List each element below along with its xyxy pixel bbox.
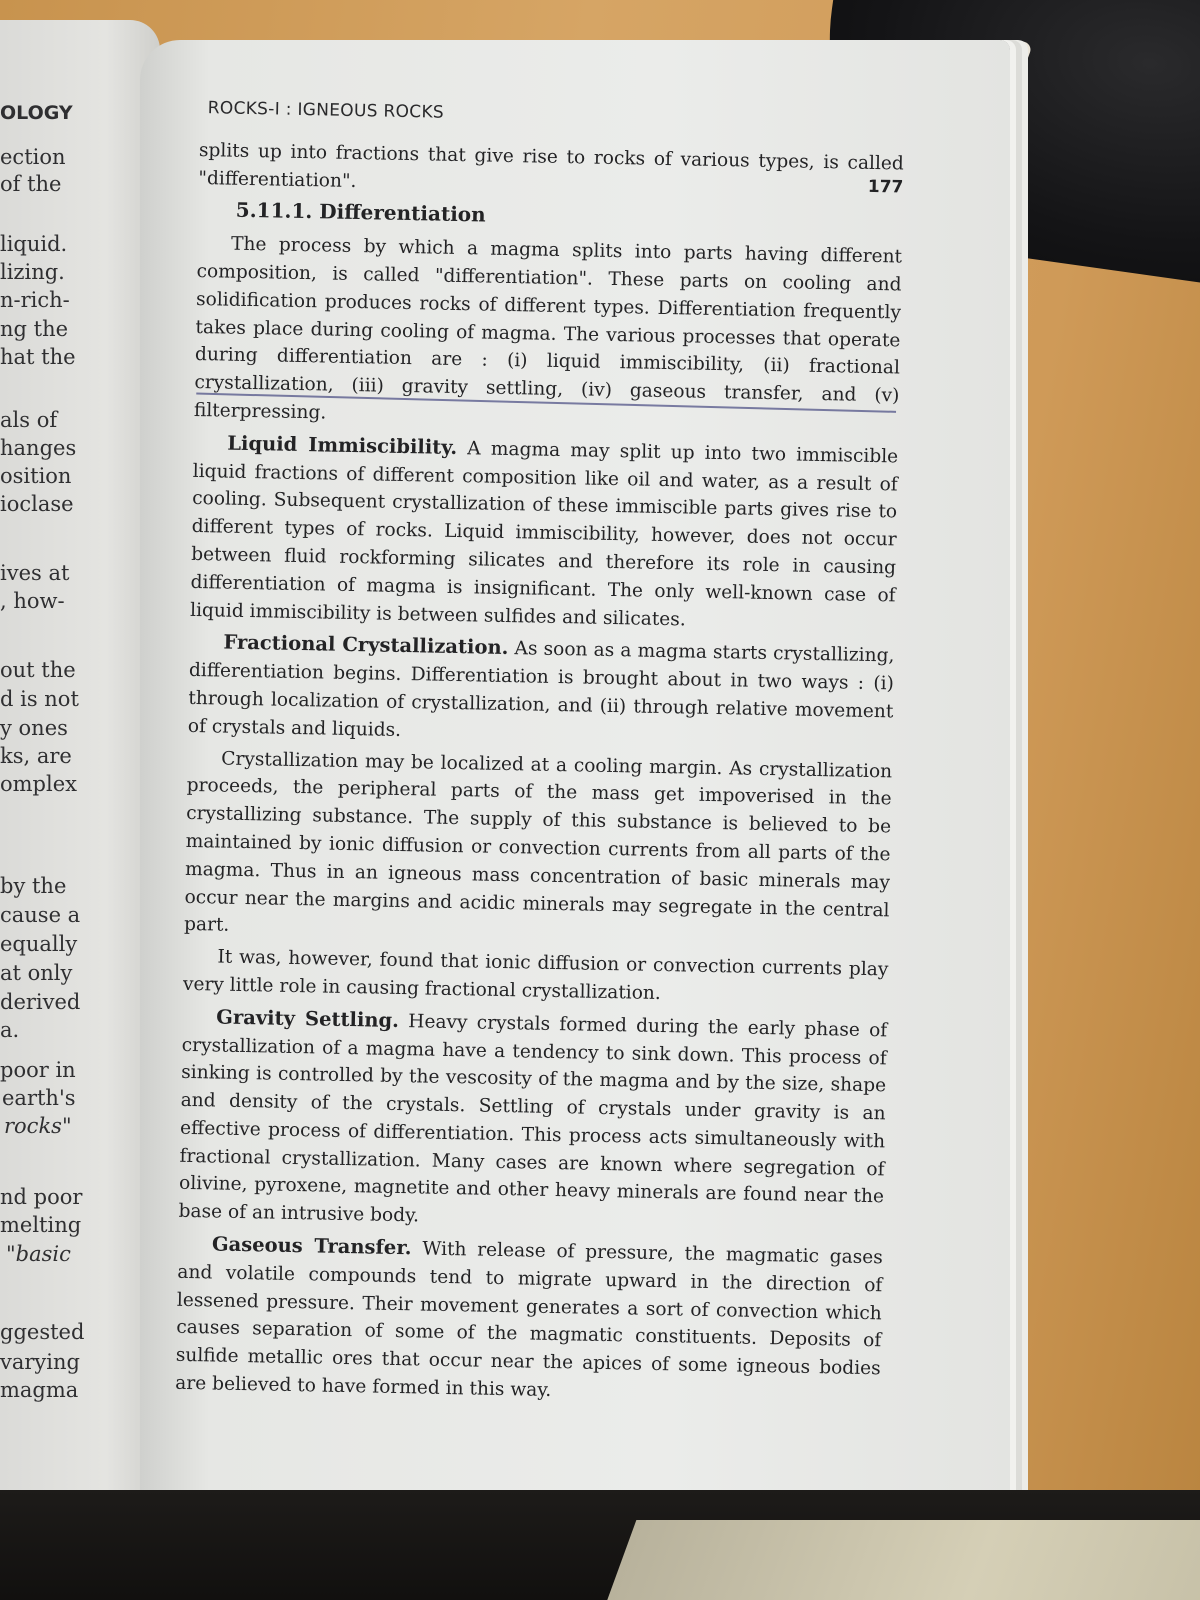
page-body [174,95,905,1468]
left-line: hat the [0,345,76,369]
left-line: ggested [0,1320,85,1344]
left-line: derived [0,990,81,1014]
left-line: poor in [0,1058,76,1082]
left-line: ives at [0,561,70,585]
liquid-immiscibility-paragraph [190,429,899,638]
left-line: ioclase [0,492,74,516]
left-line: equally [0,932,78,956]
left-line: a. [0,1018,20,1042]
gaseous-transfer-paragraph [175,1230,883,1411]
left-line: ection [0,145,66,169]
gaseous-transfer-text: With release of pressure, the magmatic gases and volatile compounds tend to migrate upward in the direction of lessened pressure. Their movement generates a sort of convection which causes separation of some of the magmatic constituents. Deposits of sulfide metallic ores that occur near the apices of some igneous bodies are believed to have formed in this way. [175,1238,883,1402]
left-line: d is not [0,687,79,711]
gravity-settling-paragraph [178,1003,887,1240]
left-line: melting [0,1213,82,1237]
left-line: y ones [0,716,68,740]
left-line: nd poor [0,1185,83,1209]
fractional-crystallization-paragraph [188,628,895,754]
left-line: lizing. [0,260,65,284]
fractional-crystallization-text: As soon as a magma starts crystallizing, differentiation begins. Differentiation is brought about in two ways : (i) through localization of crystallization, and (ii) through relative movement of crystals and liquids. [187,638,895,741]
left-line: liquid. [0,232,68,256]
intro-paragraph: splits up into fractions that give rise to rocks of various types, is called "differentiation". [198,139,905,192]
left-line: varying [0,1350,80,1374]
left-line: cause a [0,903,81,927]
left-line: als of [0,408,58,432]
liquid-immiscibility-text: A magma may split up into two immiscible liquid fractions of different composition like oil and water, as a result of cooling. Subsequent crystallization of these immiscible parts gives rise to different types of rocks. Liquid immiscibility, however, does not occur between fluid rockforming silicates and therefore its role in causing differentiation of magma is insignificant. The only well-known case of liquid immiscibility is between sulfides and silicates. [189,437,899,630]
left-page [0,20,160,1490]
left-line: , how- [0,589,65,613]
left-line: "basic [6,1242,71,1266]
running-head: ROCKS-I : IGNEOUS ROCKS [207,98,445,123]
gaseous-transfer-term: Gaseous Transfer. [211,1232,412,1260]
left-line: osition [0,464,72,488]
left-line: of the [0,172,62,196]
left-line: omplex [0,772,77,796]
left-line: n-rich- [0,288,70,312]
left-line: hanges [0,436,77,460]
localized-crystallization-paragraph: Crystallization may be localized at a cooling margin. As crystallization proceeds, the peripheral parts of the mass get impoverised in the crystallizing substance. The supply of this substance is believed to be maintained by ionic diffusion or convection currents from all parts of the magma. Thus in an igneous mass concentration of basic minerals may occur near the margins and acidic minerals may segregate in the central part. [183,748,893,937]
section-heading: 5.11.1. Differentiation [235,198,486,227]
left-line: earth's [2,1086,76,1110]
gravity-settling-text: Heavy crystals formed during the early phase of crystallization of a magma have a tendency to sink down. This process of sinking is controlled by the vescosity of the magma and by the size, shape and density of the crystals. Settling of crystals under gravity is an effective process of differentiation. This process acts simultaneously with fractional crystallization. Many cases are known where segregation of olivine, pyroxene, magnetite and other heavy minerals are found near the base of an intrusive body. [178,1010,888,1227]
liquid-immiscibility-term: Liquid Immiscibility. [227,431,458,459]
left-line: ng the [0,317,69,341]
floor-patch [604,1520,1200,1600]
left-line: by the [0,874,67,898]
left-line: out the [0,658,76,682]
left-line: at only [0,961,73,985]
differentiation-paragraph: The process by which a magma splits into parts having different composition, is called "differentiation". These parts on cooling and solidification produces rocks of different types. Differentiation frequently takes place during cooling of magma. The various processes that operate during differentiation are : (i) liquid immiscibility, (ii) fractional crystallization, (iii) gravity settling, (iv) gaseous transfer, and (v) filterpressing. [193,233,903,424]
left-line: rocks" [4,1114,72,1138]
gravity-settling-term: Gravity Settling. [216,1005,400,1032]
however-paragraph: It was, however, found that ionic diffusion or convection currents play very little role in causing fractional crystallization. [182,946,889,1004]
left-line: ks, are [0,744,72,768]
fractional-crystallization-term: Fractional Crystallization. [223,630,509,660]
left-line: magma [0,1378,79,1402]
left-running-head: OLOGY [0,102,73,124]
page-number: 177 [867,176,904,198]
